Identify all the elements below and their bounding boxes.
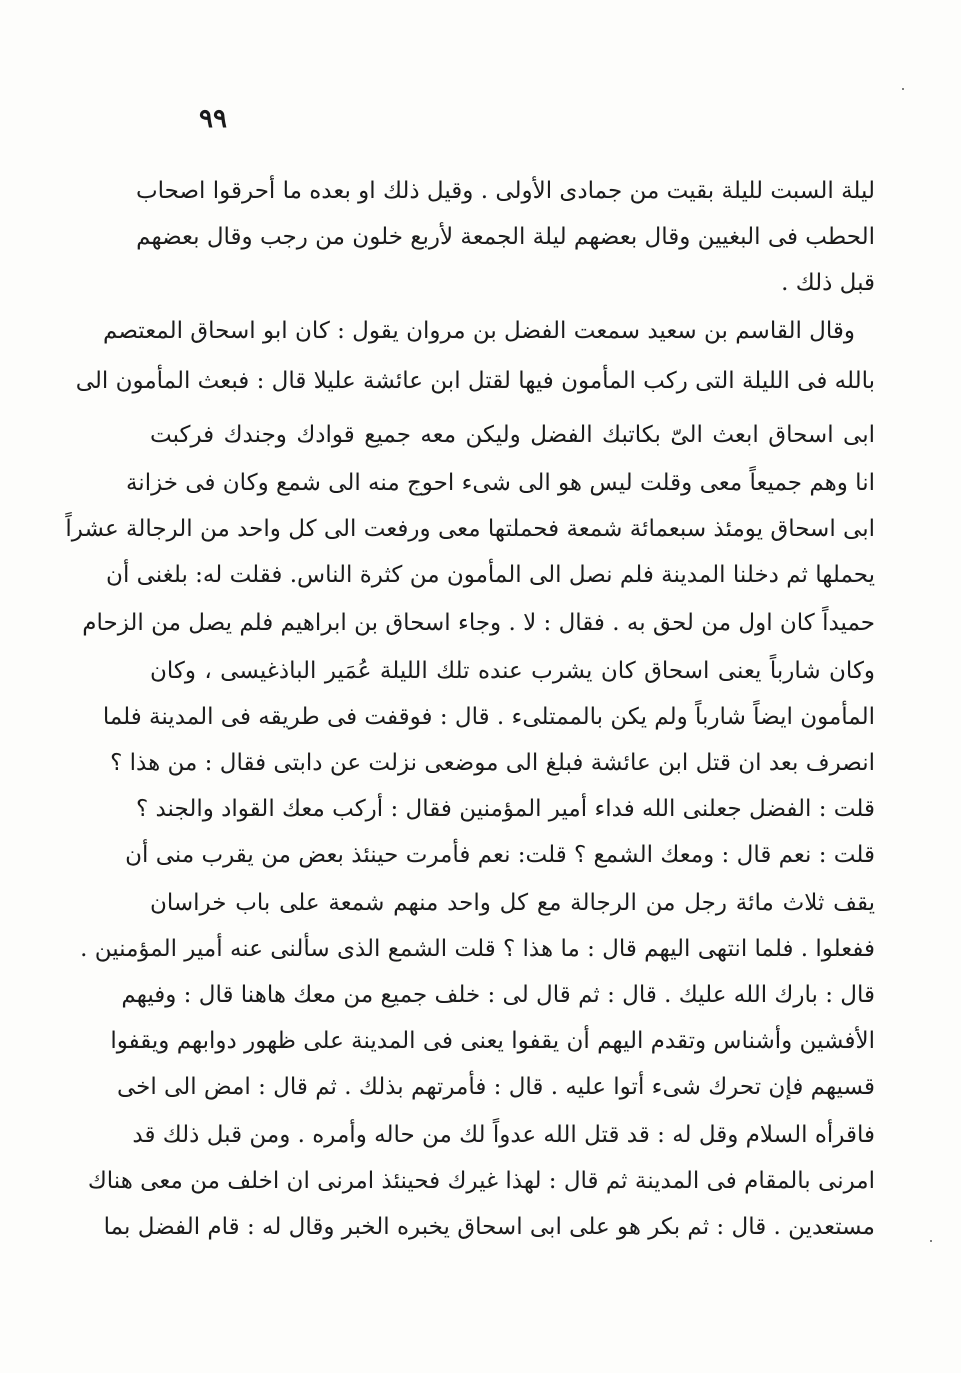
text-line: انا وهم جميعاً معى وقلت ليس هو الى شىء احوج منه الى شمع وكان فى خزانة	[125, 470, 875, 496]
text-line: ليلة السبت لليلة بقيت من جمادى الأولى . وقيل ذلك او بعده ما أحرقوا اصحاب	[136, 178, 875, 204]
text-line: يقف ثلاث مائة رجل من الرجالة مع كل واحد منهم شمعة على باب خراسان	[150, 890, 875, 916]
text-line: قسيهم فإن تحرك شىء أتوا عليه . قال : فأمرتهم بذلك . ثم قال : امض الى اخى	[116, 1074, 875, 1100]
text-line: المأمون ايضاً شارباً ولم يكن بالممتلىء . قال : فوقفت فى طريقه فى المدينة فلما	[102, 704, 875, 730]
text-line: ابى اسحاق يومئذ سبعمائة شمعة فحملتها معى ورفعت الى كل واحد من الرجالة عشراً	[65, 516, 875, 542]
text-line: وكان شارباً يعنى اسحاق كان يشرب عنده تلك الليلة عُمَير الباذغيسى ، وكان	[150, 658, 875, 684]
text-line: فاقرأه السلام وقل له : قد قتل الله عدواً لك من حاله وأمره . ومن قبل ذلك قد	[132, 1122, 875, 1148]
text-line: ففعلوا . فلما انتهى اليهم قال : ما هذا ؟ قلت الشمع الذى سألنى عنه أمير المؤمنين .	[80, 936, 875, 962]
scan-speck	[930, 1240, 932, 1242]
text-line: قلت : الفضل جعلنى الله فداء أمير المؤمنين فقال : أركب معك القواد والجند ؟	[135, 796, 875, 822]
text-line: انصرف بعد ان قتل ابن عائشة فبلغ الى موضعى نزلت عن دابتى فقال : من هذا ؟	[110, 750, 875, 776]
text-line: امرنى بالمقام فى المدينة ثم قال : لهذا غيرك فحينئذ امرنى ان اخلف من معى هناك	[87, 1168, 875, 1194]
text-line: حميداً كان اول من لحق به . فقال : لا . وجاء اسحاق بن ابراهيم فلم يصل من الزحام	[82, 610, 875, 636]
page-number: ٩٩	[199, 104, 227, 134]
text-line: يحملها ثم دخلنا المدينة فلم نصل الى المأمون من كثرة الناس. فقلت له: بلغنى أن	[106, 562, 875, 588]
text-line: الحطب فى البغيين وقال بعضهم ليلة الجمعة لأربع خلون من رجب وقال بعضهم	[136, 224, 875, 250]
text-line: بالله فى الليلة التى ركب المأمون فيها لقتل ابن عائشة عليلا قال : فبعث المأمون الى	[75, 368, 875, 394]
text-line: الأفشين وأشناس وتقدم اليهم أن يقفوا يعنى فى المدينة على ظهور دوابهم ويقفوا	[110, 1028, 875, 1054]
text-line: مستعدين . قال : ثم بكر هو على ابى اسحاق يخبره الخبر وقال له : قام الفضل بما	[103, 1214, 875, 1240]
scan-speck	[902, 88, 904, 90]
paragraph-start-line: وقال القاسم بن سعيد سمعت الفضل بن مروان يقول : كان ابو اسحاق المعتصم	[103, 318, 855, 344]
text-line: قلت : نعم قال : ومعك الشمع ؟ قلت: نعم فأمرت حينئذ بعض من يقرب منى أن	[125, 842, 875, 868]
text-line: ابى اسحاق ابعث الىّ بكاتبك الفضل وليكن معه جميع قوادك وجندك فركبت	[150, 422, 875, 448]
text-line: قال : بارك الله عليك . قال : ثم قال لى : خلف جميع من معك هاهنا قال : وفيهم	[121, 982, 875, 1008]
text-line: قبل ذلك .	[781, 270, 875, 296]
